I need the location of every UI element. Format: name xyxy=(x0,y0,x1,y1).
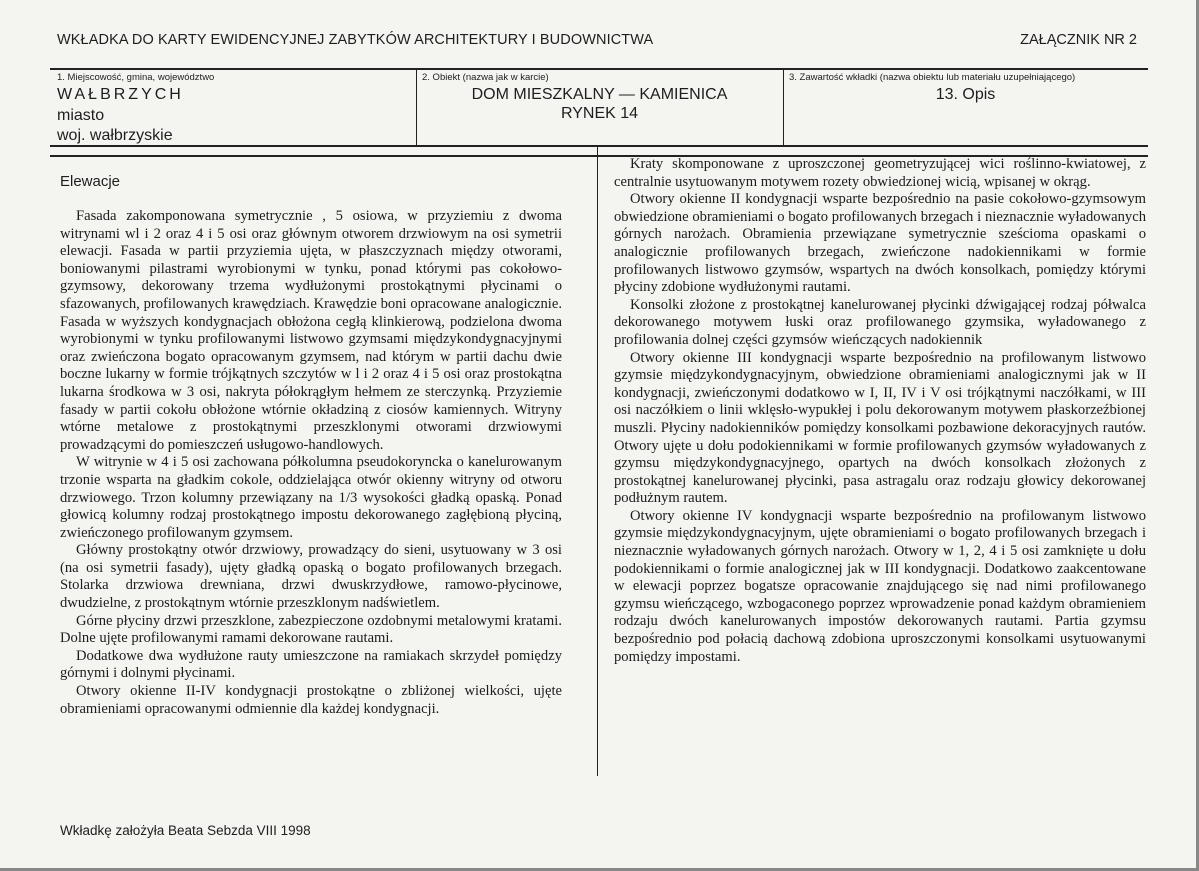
object-name: DOM MIESZKALNY — KAMIENICA xyxy=(471,86,728,103)
header-top-rule xyxy=(50,68,1148,70)
annex-number: ZAŁĄCZNIK NR 2 xyxy=(1020,32,1137,48)
object-address: RYNEK 14 xyxy=(560,105,639,122)
paragraph: Otwory okienne II-IV kondygnacji prostokątne o zbliżonej wielkości, ujęte obramieniami opracowanymi odmiennie dla każdej kondygnacji. xyxy=(60,683,562,717)
paragraph: Fasada zakomponowana symetrycznie , 5 osiowa, w przyziemiu z dwoma witrynami wl i 2 oraz 4 i 5 osi oraz głównym otworem drzwiowym na osi symetrii elewacji. Fasada w partii przyziemia ujęta, w płaszczyznach między otworami, boniowanymi pilastrami wyrobionymi w tynku, ponad którymi pas cokołowo-gzymsowy, dekorowany trzema wydłużonymi prostokątnymi płycinami o sfazowanych, profilowanych krawędziach. Krawędzie boni opracowane analogicznie. Fasada w wyższych kondygnacjach obłożona cegłą klinkierową, podzielona dwoma wyrobionymi w tynku profilowanymi listwowo gzymsami międzykondygnacyjnymi oraz zwieńczona bogato opracowanym gzymsem, nad którym w partii dachu dwie boczne lukarny w formie trójkątnych szczytów w l i 2 oraz 4 i 5 osi oraz prostokątna lukarna środkowa w 3 osi, nakryta półokrągłym hełmem ze sterczynką. Przyziemie fasady w partii cokołu obłożone wtórnie okładziną z ciosów kamiennych. Witryny wtórne metalowe z prostokątnymi przeszklonymi otworami drzwiowymi prowadzącymi do pomieszczeń usługowo-handlowych. xyxy=(60,208,562,453)
paragraph: W witrynie w 4 i 5 osi zachowana półkolumna pseudokoryncka o kanelurowanym trzonie wsparta na gładkim cokole, oddzielająca otwór okienny witryny od otworu drzwiowego. Trzon kolumny przewiązany na 1/3 wysokości gładką opaską. Ponad głowicą kolumny rodzaj prostokątnego impostu dekorowanego zagłębioną płyciną, zwieńczonego profilowanym gzymsem. xyxy=(60,454,562,541)
column-divider xyxy=(597,146,598,776)
paragraph: Dodatkowe dwa wydłużone rauty umieszczone na ramiakach skrzydeł pomiędzy górnymi i dolnymi płycinami. xyxy=(60,647,562,682)
paragraph: Główny prostokątny otwór drzwiowy, prowadzący do sieni, usytuowany w 3 osi (na osi symetrii fasady), ujęty gładką opaską o bogato profilowanych brzegach. Stolarka drzwiowa drewniana, drzwi dwuskrzydłowe, ramowo-płycinowe, dwudzielne, z prostokątnym wtórnie przeszklonym nadświetlem. xyxy=(60,542,562,612)
paragraph: Otwory okienne IV kondygnacji wsparte bezpośrednio na profilowanym listwowo gzymsie międzykondygnacyjnym, ujęte obramieniami o bogato profilowanych brzegach i nieznacznie wyładowanych górnych narożach. Otwory w 1, 2, 4 i 5 osi zamknięte u dołu podokiennikami o formie analogicznej jak w III kondygnacji. Dodatkowo zaakcentowane w elewacji poprzez bogatsze opracowanie znajdującego się nad nimi profilowanego gzymsu wieńczącego, wzbogaconego poprzez wprowadzenie ponad każdym obramieniem rodzaju dwóch kanelurowanych impostów dekorowanych rautami. Partia gzymsu bezpośrednio pod połacią dachową zdobiona uproszczonymi konsolkami usytuowanymi pomiędzy impostami. xyxy=(614,507,1146,665)
object-cell-label: 2. Obiekt (nazwa jak w karcie) xyxy=(422,72,549,83)
voivodeship: woj. wałbrzyskie xyxy=(57,127,173,144)
paragraph: Górne płyciny drzwi przeszklone, zabezpieczone ozdobnymi metalowymi kratami. Dolne ujęte profilowanymi ramami dekorowane rautami. xyxy=(60,612,562,647)
paragraph: Otwory okienne II kondygnacji wsparte bezpośrednio na pasie cokołowo-gzymsowym obwiedzione obramieniami o bogato profilowanych brzegach i nieznacznie wyładowanych górnych narożach. Obramienia przewiązane symetrycznie sześcioma opaskami o analogicznie profilowanych brzegach, zwieńczone nadokiennikami w formie profilowanych listwowo gzymsów, wspartych na dwóch konsolkach, pomiędzy którymi płyciny zdobione wydłużonymi rautami. xyxy=(614,191,1146,296)
form-title: WKŁADKA DO KARTY EWIDENCYJNEJ ZABYTKÓW ARCHITEKTURY I BUDOWNICTWA xyxy=(57,32,654,48)
author-footer: Wkładkę założyła Beata Sebzda VIII 1998 xyxy=(60,823,311,838)
left-text-column xyxy=(60,208,562,718)
contents-value: 13. Opis xyxy=(935,86,996,103)
commune-type: miasto xyxy=(57,107,105,124)
city-name: WAŁBRZYCH xyxy=(57,86,184,103)
location-cell-label: 1. Miejscowość, gmina, województwo xyxy=(57,72,215,83)
header-mid-rule xyxy=(50,145,1148,147)
paragraph: Kraty skomponowane z uproszczonej geometryzującej wici roślinno-kwiatowej, z centralnie usytuowanym motywem rozety obwiedzionej wicią, wpisanej w okrąg. xyxy=(614,156,1146,190)
section-heading: Elewacje xyxy=(60,173,121,190)
paragraph: Konsolki złożone z prostokątnej kanelurowanej płycinki dźwigającej rodzaj półwalca dekorowanego motywem łuski oraz profilowanego gzymsika, wyładowanego z profilowania dolnej części gzymsów wieńczących nadokiennik xyxy=(614,296,1146,348)
header-divider-2 xyxy=(783,69,784,146)
contents-cell-label: 3. Zawartość wkładki (nazwa obiektu lub materiału uzupełniającego) xyxy=(789,72,1076,83)
right-text-column xyxy=(614,156,1146,666)
paragraph: Otwory okienne III kondygnacji wsparte bezpośrednio na profilowanym listwowo gzymsie międzykondygnacyjnym, obwiedzione obramieniami analogicznymi jak w II kondygnacji, zwieńczonymi dodatkowo w I, II, IV i V osi trójkątnymi naczółkami, w III osi naczółkiem o linii wklęsło-wypukłej i polu dekorowanym motywem płaskorzeźbionej muszli. Płyciny nadokienników pomiędzy konsolkami pozbawione dekoracyjnych rautów. Otwory ujęte u dołu podokiennikami w formie profilowanych gzymsów wyładowanych z gzymsu międzykondygnacyjnego, opartych na dwóch konsolkach złożonych z prostokątnej kanelurowanej płycinki, pasa astragalu oraz rodzaju głowicy dekorowanej podłużnym rautem. xyxy=(614,349,1146,507)
